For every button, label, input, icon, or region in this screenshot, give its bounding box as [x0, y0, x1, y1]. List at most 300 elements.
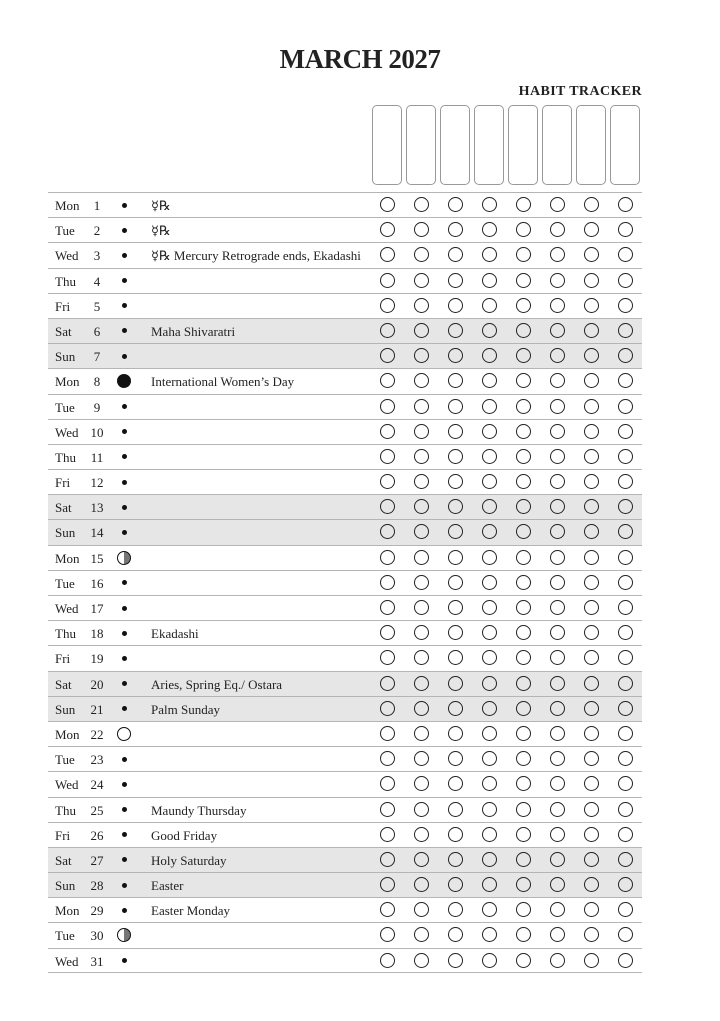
habit-checkbox[interactable] [584, 902, 599, 917]
habit-checkbox[interactable] [550, 701, 565, 716]
habit-checkbox[interactable] [550, 550, 565, 565]
habit-checkbox[interactable] [550, 877, 565, 892]
habit-checkbox[interactable] [618, 902, 633, 917]
habit-checkbox[interactable] [414, 247, 429, 262]
day-row [48, 293, 642, 318]
habit-checkbox[interactable] [618, 197, 633, 212]
habit-checkbox[interactable] [414, 802, 429, 817]
habit-checkbox[interactable] [482, 751, 497, 766]
day-number: 20 [90, 676, 104, 692]
habit-header-box-2[interactable] [406, 105, 436, 185]
habit-checkbox[interactable] [380, 399, 395, 414]
habit-checkbox[interactable] [448, 273, 463, 288]
habit-checkbox[interactable] [482, 273, 497, 288]
habit-checkbox[interactable] [380, 424, 395, 439]
weekday-label: Mon [55, 550, 80, 566]
day-row [48, 192, 642, 217]
habit-checkbox[interactable] [584, 927, 599, 942]
habit-checkbox[interactable] [414, 273, 429, 288]
weekday-label: Wed [55, 953, 79, 969]
day-row [48, 595, 642, 620]
weekday-label: Sat [55, 852, 72, 868]
habit-checkbox[interactable] [516, 650, 531, 665]
habit-checkbox[interactable] [516, 524, 531, 539]
habit-checkbox[interactable] [618, 373, 633, 388]
day-row [48, 444, 642, 469]
habit-checkbox[interactable] [618, 550, 633, 565]
habit-checkbox[interactable] [618, 424, 633, 439]
habit-checkbox[interactable] [482, 348, 497, 363]
habit-checkbox[interactable] [448, 399, 463, 414]
habit-checkbox[interactable] [618, 625, 633, 640]
habit-checkbox[interactable] [482, 424, 497, 439]
habit-header-box-8[interactable] [610, 105, 640, 185]
habit-checkbox[interactable] [618, 676, 633, 691]
habit-checkbox[interactable] [618, 953, 633, 968]
habit-checkbox[interactable] [516, 726, 531, 741]
day-row [48, 671, 642, 696]
habit-checkbox[interactable] [618, 222, 633, 237]
habit-checkbox[interactable] [448, 902, 463, 917]
habit-checkbox[interactable] [448, 222, 463, 237]
habit-checkbox[interactable] [618, 927, 633, 942]
habit-checkbox[interactable] [448, 877, 463, 892]
weekday-label: Sat [55, 323, 72, 339]
habit-checkbox[interactable] [550, 474, 565, 489]
habit-checkbox[interactable] [414, 298, 429, 313]
day-event: International Women’s Day [151, 374, 295, 390]
weekday-label: Thu [55, 802, 76, 818]
habit-checkbox[interactable] [584, 802, 599, 817]
habit-checkbox[interactable] [584, 625, 599, 640]
habit-checkbox[interactable] [550, 247, 565, 262]
habit-checkbox[interactable] [618, 600, 633, 615]
habit-checkbox[interactable] [550, 373, 565, 388]
habit-checkbox[interactable] [550, 424, 565, 439]
day-event: Maundy Thursday [151, 802, 247, 818]
habit-checkbox[interactable] [516, 449, 531, 464]
habit-checkbox[interactable] [448, 676, 463, 691]
day-event: Easter Monday [151, 903, 231, 919]
habit-checkbox[interactable] [414, 449, 429, 464]
habit-checkbox[interactable] [448, 953, 463, 968]
habit-checkbox[interactable] [516, 802, 531, 817]
weekday-label: Mon [55, 374, 80, 390]
habit-checkbox[interactable] [380, 499, 395, 514]
habit-checkbox[interactable] [618, 474, 633, 489]
habit-checkbox[interactable] [448, 449, 463, 464]
habit-checkbox[interactable] [448, 751, 463, 766]
habit-checkbox[interactable] [516, 247, 531, 262]
day-row [48, 343, 642, 368]
day-row [48, 545, 642, 570]
habit-checkbox[interactable] [414, 550, 429, 565]
habit-checkbox[interactable] [482, 600, 497, 615]
habit-checkbox[interactable] [550, 927, 565, 942]
habit-checkbox[interactable] [414, 524, 429, 539]
habit-checkbox[interactable] [584, 348, 599, 363]
habit-checkbox[interactable] [414, 701, 429, 716]
habit-checkbox[interactable] [618, 399, 633, 414]
habit-checkbox[interactable] [380, 877, 395, 892]
habit-checkbox[interactable] [584, 650, 599, 665]
habit-checkbox[interactable] [516, 902, 531, 917]
habit-checkbox[interactable] [584, 449, 599, 464]
habit-header-box-1[interactable] [372, 105, 402, 185]
habit-checkbox[interactable] [448, 701, 463, 716]
habit-checkbox[interactable] [550, 852, 565, 867]
habit-checkbox[interactable] [414, 650, 429, 665]
habit-checkbox[interactable] [584, 701, 599, 716]
habit-checkbox[interactable] [516, 751, 531, 766]
habit-checkbox[interactable] [550, 600, 565, 615]
habit-checkbox[interactable] [584, 524, 599, 539]
habit-checkbox[interactable] [414, 373, 429, 388]
habit-checkbox[interactable] [414, 776, 429, 791]
habit-checkbox[interactable] [414, 499, 429, 514]
habit-checkbox[interactable] [550, 726, 565, 741]
habit-checkbox[interactable] [516, 701, 531, 716]
habit-checkbox[interactable] [448, 323, 463, 338]
habit-checkbox[interactable] [516, 575, 531, 590]
habit-checkbox[interactable] [618, 499, 633, 514]
habit-checkbox[interactable] [584, 222, 599, 237]
habit-checkbox[interactable] [380, 827, 395, 842]
habit-checkbox[interactable] [380, 802, 395, 817]
habit-checkbox[interactable] [618, 348, 633, 363]
habit-checkbox[interactable] [448, 550, 463, 565]
habit-checkbox[interactable] [550, 524, 565, 539]
weekday-label: Wed [55, 601, 79, 616]
habit-checkbox[interactable] [482, 802, 497, 817]
habit-checkbox[interactable] [584, 751, 599, 766]
habit-checkbox[interactable] [618, 524, 633, 539]
habit-checkbox[interactable] [482, 449, 497, 464]
habit-checkbox[interactable] [414, 676, 429, 691]
habit-checkbox[interactable] [414, 927, 429, 942]
habit-checkbox[interactable] [516, 373, 531, 388]
habit-checkbox[interactable] [414, 197, 429, 212]
habit-checkbox[interactable] [380, 449, 395, 464]
habit-checkbox[interactable] [482, 550, 497, 565]
day-row [48, 519, 642, 544]
habit-checkbox[interactable] [482, 650, 497, 665]
habit-checkbox[interactable] [414, 902, 429, 917]
habit-checkbox[interactable] [380, 298, 395, 313]
habit-checkbox[interactable] [516, 348, 531, 363]
habit-checkbox[interactable] [550, 650, 565, 665]
habit-checkbox[interactable] [482, 197, 497, 212]
habit-checkbox[interactable] [414, 852, 429, 867]
habit-checkbox[interactable] [448, 197, 463, 212]
habit-checkbox[interactable] [516, 273, 531, 288]
habit-checkbox[interactable] [584, 776, 599, 791]
weekday-label: Sun [55, 349, 76, 365]
habit-checkbox[interactable] [380, 197, 395, 212]
habit-checkbox[interactable] [584, 424, 599, 439]
day-row [48, 721, 642, 746]
habit-checkbox[interactable] [414, 827, 429, 842]
habit-checkbox[interactable] [584, 399, 599, 414]
habit-checkbox[interactable] [550, 348, 565, 363]
page-title: MARCH 2027 [279, 44, 441, 74]
habit-checkbox[interactable] [482, 247, 497, 262]
habit-checkbox[interactable] [516, 399, 531, 414]
habit-checkbox[interactable] [414, 877, 429, 892]
habit-checkbox[interactable] [516, 600, 531, 615]
habit-checkbox[interactable] [448, 827, 463, 842]
habit-checkbox[interactable] [550, 827, 565, 842]
weekday-label: Sat [55, 676, 72, 692]
habit-checkbox[interactable] [618, 449, 633, 464]
habit-checkbox[interactable] [482, 953, 497, 968]
habit-checkbox[interactable] [584, 877, 599, 892]
day-number: 31 [90, 953, 104, 969]
habit-header-box-6[interactable] [542, 105, 572, 185]
habit-checkbox[interactable] [584, 323, 599, 338]
day-number: 10 [90, 424, 104, 440]
day-row [48, 797, 642, 822]
habit-checkbox[interactable] [380, 902, 395, 917]
habit-checkbox[interactable] [482, 298, 497, 313]
habit-checkbox[interactable] [380, 927, 395, 942]
habit-checkbox[interactable] [380, 676, 395, 691]
habit-checkbox[interactable] [584, 499, 599, 514]
habit-checkbox[interactable] [584, 600, 599, 615]
habit-checkbox[interactable] [516, 197, 531, 212]
habit-checkbox[interactable] [550, 323, 565, 338]
habit-checkbox[interactable] [618, 751, 633, 766]
day-event: Aries, Spring Eq./ Ostara [151, 676, 283, 692]
habit-checkbox[interactable] [414, 953, 429, 968]
habit-checkbox[interactable] [550, 197, 565, 212]
habit-checkbox[interactable] [482, 676, 497, 691]
day-row [48, 570, 642, 595]
day-number: 23 [90, 752, 104, 768]
habit-checkbox[interactable] [516, 852, 531, 867]
habit-checkbox[interactable] [584, 373, 599, 388]
weekday-label: Fri [55, 298, 71, 314]
habit-checkbox[interactable] [618, 247, 633, 262]
habit-checkbox[interactable] [482, 852, 497, 867]
habit-checkbox[interactable] [448, 575, 463, 590]
habit-checkbox[interactable] [516, 323, 531, 338]
habit-checkbox[interactable] [618, 802, 633, 817]
habit-checkbox[interactable] [380, 222, 395, 237]
habit-checkbox[interactable] [448, 247, 463, 262]
habit-checkbox[interactable] [380, 953, 395, 968]
habit-checkbox[interactable] [516, 499, 531, 514]
habit-checkbox[interactable] [380, 751, 395, 766]
habit-checkbox[interactable] [550, 399, 565, 414]
habit-checkbox[interactable] [584, 827, 599, 842]
habit-checkbox[interactable] [618, 776, 633, 791]
habit-checkbox[interactable] [550, 802, 565, 817]
habit-checkbox[interactable] [584, 575, 599, 590]
habit-checkbox[interactable] [618, 701, 633, 716]
habit-checkbox[interactable] [482, 323, 497, 338]
habit-checkbox[interactable] [448, 650, 463, 665]
day-number: 3 [93, 248, 101, 264]
habit-checkbox[interactable] [448, 726, 463, 741]
day-row [48, 394, 642, 419]
habit-checkbox[interactable] [380, 575, 395, 590]
habit-checkbox[interactable] [448, 776, 463, 791]
habit-checkbox[interactable] [380, 650, 395, 665]
habit-checkbox[interactable] [516, 222, 531, 237]
habit-checkbox[interactable] [482, 399, 497, 414]
habit-checkbox[interactable] [550, 751, 565, 766]
habit-checkbox[interactable] [550, 499, 565, 514]
habit-checkbox[interactable] [448, 348, 463, 363]
habit-checkbox[interactable] [414, 348, 429, 363]
habit-checkbox[interactable] [618, 273, 633, 288]
habit-checkbox[interactable] [380, 726, 395, 741]
habit-checkbox[interactable] [448, 625, 463, 640]
habit-checkbox[interactable] [482, 499, 497, 514]
habit-header-box-5[interactable] [508, 105, 538, 185]
habit-checkbox[interactable] [482, 877, 497, 892]
habit-checkbox[interactable] [482, 222, 497, 237]
day-number: 4 [93, 273, 101, 289]
habit-checkbox[interactable] [482, 776, 497, 791]
habit-checkbox[interactable] [482, 625, 497, 640]
habit-checkbox[interactable] [482, 701, 497, 716]
habit-checkbox[interactable] [550, 676, 565, 691]
habit-checkbox[interactable] [414, 424, 429, 439]
habit-checkbox[interactable] [414, 726, 429, 741]
habit-checkbox[interactable] [550, 776, 565, 791]
habit-checkbox[interactable] [516, 827, 531, 842]
habit-checkbox[interactable] [516, 474, 531, 489]
habit-checkbox[interactable] [550, 298, 565, 313]
habit-checkbox[interactable] [550, 902, 565, 917]
habit-checkbox[interactable] [380, 373, 395, 388]
habit-checkbox[interactable] [516, 953, 531, 968]
habit-checkbox[interactable] [380, 474, 395, 489]
habit-checkbox[interactable] [448, 927, 463, 942]
day-number: 7 [93, 349, 101, 365]
habit-checkbox[interactable] [414, 600, 429, 615]
habit-checkbox[interactable] [448, 298, 463, 313]
habit-checkbox[interactable] [380, 625, 395, 640]
habit-checkbox[interactable] [414, 222, 429, 237]
habit-checkbox[interactable] [380, 273, 395, 288]
habit-checkbox[interactable] [380, 323, 395, 338]
habit-checkbox[interactable] [414, 399, 429, 414]
habit-checkbox[interactable] [550, 273, 565, 288]
habit-checkbox[interactable] [482, 474, 497, 489]
habit-checkbox[interactable] [516, 625, 531, 640]
habit-checkbox[interactable] [414, 575, 429, 590]
habit-checkbox[interactable] [414, 625, 429, 640]
habit-checkbox[interactable] [550, 625, 565, 640]
habit-checkbox[interactable] [516, 550, 531, 565]
habit-checkbox[interactable] [618, 323, 633, 338]
habit-checkbox[interactable] [448, 802, 463, 817]
day-row [48, 620, 642, 645]
habit-checkbox[interactable] [482, 927, 497, 942]
habit-checkbox[interactable] [414, 474, 429, 489]
habit-checkbox[interactable] [448, 424, 463, 439]
habit-checkbox[interactable] [516, 298, 531, 313]
habit-checkbox[interactable] [482, 373, 497, 388]
habit-checkbox[interactable] [482, 827, 497, 842]
habit-checkbox[interactable] [618, 726, 633, 741]
habit-checkbox[interactable] [584, 474, 599, 489]
habit-checkbox[interactable] [584, 953, 599, 968]
habit-checkbox[interactable] [448, 524, 463, 539]
habit-checkbox[interactable] [550, 222, 565, 237]
day-number: 27 [90, 852, 104, 868]
day-row [48, 746, 642, 771]
habit-checkbox[interactable] [482, 902, 497, 917]
habit-checkbox[interactable] [584, 247, 599, 262]
habit-checkbox[interactable] [414, 751, 429, 766]
habit-checkbox[interactable] [482, 524, 497, 539]
habit-checkbox[interactable] [448, 600, 463, 615]
day-number: 11 [90, 449, 104, 465]
habit-checkbox[interactable] [584, 273, 599, 288]
habit-header-box-4[interactable] [474, 105, 504, 185]
habit-checkbox[interactable] [584, 726, 599, 741]
habit-checkbox[interactable] [380, 701, 395, 716]
habit-header-box-7[interactable] [576, 105, 606, 185]
day-number: 5 [93, 298, 101, 314]
habit-checkbox[interactable] [584, 676, 599, 691]
habit-checkbox[interactable] [516, 776, 531, 791]
habit-checkbox[interactable] [516, 676, 531, 691]
habit-checkbox[interactable] [414, 323, 429, 338]
habit-checkbox[interactable] [550, 575, 565, 590]
habit-checkbox[interactable] [380, 348, 395, 363]
weekday-label: Wed [55, 248, 79, 264]
weekday-label: Wed [55, 424, 79, 440]
weekday-label: Sun [55, 878, 76, 894]
habit-checkbox[interactable] [516, 424, 531, 439]
habit-checkbox[interactable] [380, 852, 395, 867]
habit-checkbox[interactable] [516, 927, 531, 942]
habit-checkbox[interactable] [550, 953, 565, 968]
habit-checkbox[interactable] [448, 499, 463, 514]
habit-checkbox[interactable] [618, 650, 633, 665]
habit-checkbox[interactable] [448, 373, 463, 388]
habit-checkbox[interactable] [618, 298, 633, 313]
habit-checkbox[interactable] [550, 449, 565, 464]
habit-checkbox[interactable] [584, 197, 599, 212]
habit-checkbox[interactable] [380, 776, 395, 791]
habit-checkbox[interactable] [482, 575, 497, 590]
habit-checkbox[interactable] [516, 877, 531, 892]
habit-checkbox[interactable] [380, 600, 395, 615]
habit-checkbox[interactable] [618, 827, 633, 842]
day-number: 2 [93, 223, 101, 239]
habit-checkbox[interactable] [380, 247, 395, 262]
day-event: ☿℞ [151, 223, 171, 239]
habit-header-box-3[interactable] [440, 105, 470, 185]
habit-checkbox[interactable] [584, 298, 599, 313]
habit-checkbox[interactable] [584, 852, 599, 867]
habit-checkbox[interactable] [618, 575, 633, 590]
habit-checkbox[interactable] [584, 550, 599, 565]
habit-checkbox[interactable] [618, 852, 633, 867]
habit-checkbox[interactable] [448, 852, 463, 867]
habit-checkbox[interactable] [380, 550, 395, 565]
habit-checkbox[interactable] [380, 524, 395, 539]
habit-checkbox[interactable] [482, 726, 497, 741]
habit-checkbox[interactable] [448, 474, 463, 489]
habit-checkbox[interactable] [618, 877, 633, 892]
